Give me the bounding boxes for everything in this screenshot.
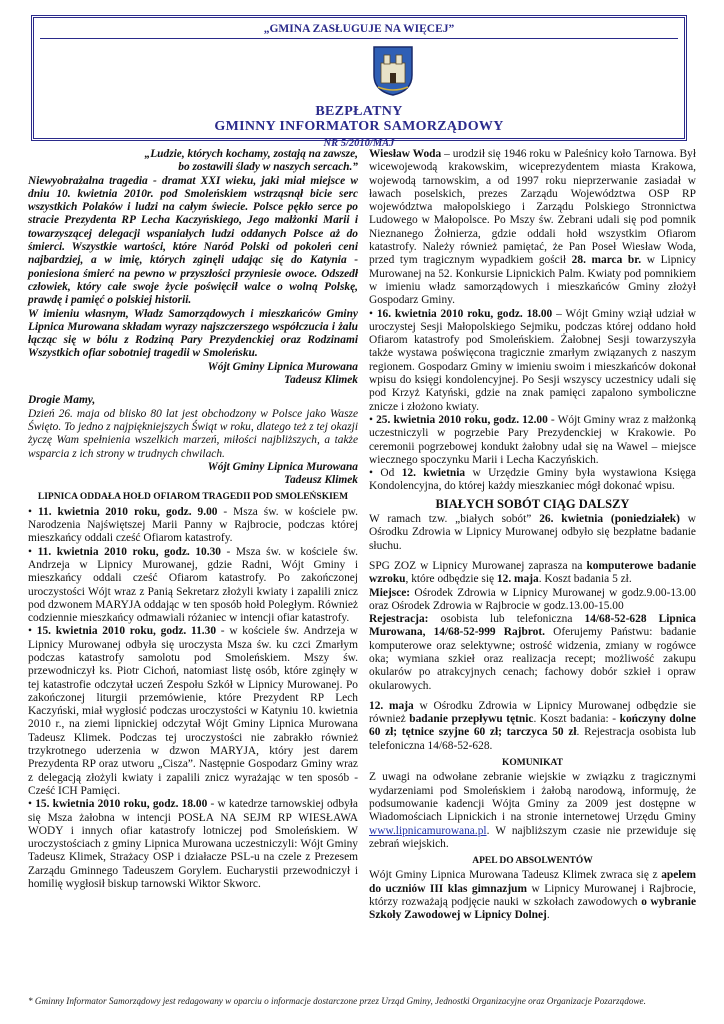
newsletter-title-line1: BEZPŁATNY (315, 104, 403, 119)
coat-of-arms-icon (372, 45, 414, 97)
list-item: • 15. kwietnia 2010 roku, godz. 18.00 - w katedrze tarnowskiej odbyła się Msza żałobna w intencji POSŁA NA SEJM RP WIESŁAWA WODY i innych ofiar katastrofy lotniczej pod Smoleńskiem. W uroczystościach z gminy Lipnica Murowana uczestniczyli: Wójt Gminy Tadeusz Klimek, Strażacy OSP i działacze PSL-u na czele z Prezesem Zarządu Gminnego Tadeuszem Gorylem. Eucharystii przewodniczył i homilię wygłosił biskup tarnowski Wiktor Skworc. (28, 798, 358, 891)
section-heading: LIPNICA ODDAŁA HOŁD OFIAROM TRAGEDII POD SMOLEŃSKIEM (37, 492, 349, 503)
masthead-divider (40, 38, 678, 39)
list-item: • 25. kwietnia 2010 roku, godz. 12.00 - Wójt Gminy wraz z małżonką uczestniczyli w pogrzebie Pary Prezydenckiej w Krakowie. Po ceremonii pogrzebowej kondukt żałobny udał się na Wawel – miejsce wiecznego spoczynku Marii i Lecha Kaczyńskich. (369, 413, 696, 466)
footnote: * Gminny Informator Samorządowy jest redagowany w oparciu o informacje dostarczone przez Urząd Gminy, Jednostki Organizacyjne oraz Organizacje Pozarządowe. (28, 996, 646, 1006)
list-item: • 16. kwietnia 2010 roku, godz. 18.00 – Wójt Gminy wziął udział w uroczystej Sesji Małopolskiego Sejmiku, podczas której oddano hołd Ofiarom katastrofy pod Smoleńskiem. Żałobnej Sesji towarzyszyła także wystawa poświęcona tragicznie zmarłym związanych z naszym regionem. Gospodarz Gminy w imieniu swoim i mieszkańców dokonał wpisu do księgi kondolencyjnej. Po Sesji wszyscy uczestnicy udali się pod Krzyż Katyński, gdzie na znak pamięci zapalono symboliczne znicze i złożono kwiaty. (369, 307, 696, 413)
issue-number: NR 5/2010/MAJ (323, 138, 395, 149)
left-column (28, 148, 358, 891)
mothers-day-paragraph: Dzień 26. maja od blisko 80 lat jest obchodzony w Polsce jako Wasze Święto. To jedno z najpiękniejszych Świąt w roku, dlatego też z tej okazji życzę Wam spełnienia wszelkich marzeń, miłości najbliższych, a także wsparcia z ich strony w trudnych chwilach. (28, 407, 358, 460)
eye-exam-paragraph: SPG ZOZ w Lipnicy Murowanej zaprasza na komputerowe badanie wzroku, które odbędzie się 12. maja. Koszt badania 5 zł. (369, 559, 696, 586)
announcement-paragraph: Z uwagi na odwołane zebranie wiejskie w związku z tragicznymi wydarzeniami pod Smoleńskiem i żałobą narodową, informuję, że podsumowanie kadencji Wójta Gminy za 2009 jest dostępne w Wiadomościach Lipnickich i na stronie internetowej Urzędu Gminy www.lipnicamurowana.pl. W najbliższym czasie nie przewiduje się zebrań wiejskich. (369, 771, 696, 850)
section-heading: KOMUNIKAT (501, 758, 564, 769)
newsletter-title-line2: GMINNY INFORMATOR SAMORZĄDOWY (214, 119, 504, 134)
list-item: • 11. kwietnia 2010 roku, godz. 9.00 - Msza św. w kościele pw. Narodzenia Najświętszej Marii Panny w Rajbrocie, podczas której mieszkańcy oddali cześć Ofiarom katastrofy. (28, 505, 358, 545)
section-heading: APEL DO ABSOLWENTÓW (472, 856, 593, 867)
section-heading: BIAŁYCH SOBÓT CIĄG DALSZY (435, 496, 630, 511)
signature-title: Wójt Gminy Lipnica Murowana (207, 460, 358, 473)
quote-line-2: bo zostawili ślady w naszych sercach.” (178, 161, 358, 174)
graduates-appeal-paragraph: Wójt Gminy Lipnica Murowana Tadeusz Klimek zwraca się z apelem do uczniów III klas gimnazjum w Lipnicy Murowanej i Rajbrocie, którzy rozważają podjęcie nauki w szkołach zawodowych o wybranie Szkoły Zawodowej w Lipnicy Dolnej. (369, 869, 696, 922)
woda-biography: Wiesław Woda – urodził się 1946 roku w Paleśnicy koło Tarnowa. Był wicewojewodą krakowskim, wiceprezydentem miasta Krakowa, wojewodą tarnowskim, a od 1997 roku nieprzerwanie zasiadał w ławach poselskich, prezes Zarządu Województwa OSP RP województwa małopolskiego i Zarządu Polskiego Stronnictwa Ludowego w Małopolsce. Po Mszy św. Zebrani udali się pod pomnik Nieznanego Żołnierza, gdzie oddali hołd wszystkim Ofiarom katastrofy. Należy również pamiętać, że Pan Poseł Wiesław Woda, przed tym tragicznym wypadkiem gościł 28. marca br. w Lipnicy Murowanej na 52. Konkursie Lipnickich Palm. Kwiaty pod pomnikiem w imieniu władz samorządowych i mieszkańców Gminy złożył Gospodarz Gminy. (369, 148, 697, 307)
eye-exam-places: Miejsce: Ośrodek Zdrowia w Lipnicy Murowanej w godz.9.00-13.00 oraz Ośrodek Zdrowia w Rajbrocie w godz.13.00-15.00 (369, 586, 696, 612)
signature-name: Tadeusz Klimek (284, 474, 358, 487)
eye-exam-registration: Rejestracja: osobista lub telefoniczna 14/68-52-628 Lipnica Murowana, 14/68-52-999 Rajbrot. Oferujemy Państwu: badanie komputerowe oraz selektywne; ostrość widzenia, zmiany w rogówce oka; wymiana szkieł oraz realizacja recept; możliwość zakupu okularów po atrakcyjnych cenach; fachowy dobór szkieł i opraw okularowych. (369, 613, 696, 692)
website-link[interactable]: www.lipnicamurowana.pl (369, 824, 487, 837)
condolence-paragraph: W imieniu własnym, Władz Samorządowych i mieszkańców Gminy Lipnica Murowana składam wyrazy najszczerszego współczucia i żalu łącząc się w bólu z Rodziną Pary Prezydenckiej oraz Rodzinami Wszystkich ofiar sobotniej tragedii w Smoleńsku. (28, 307, 358, 360)
list-item: • 15. kwietnia 2010 roku, godz. 11.30 - w kościele św. Andrzeja w Lipnicy Murowanej odbyła się uroczysta Msza św. ku czci Zmarłym podczas katastrofy samolotu pod Smoleńskiem. Mszy św. przewodniczył ks. Piotr Cichoń, natomiast listę osób, które zginęły w tej katastrofie odczytał uczeń Zespołu Szkół w Lipnicy Murowanej. Po zakończonej liturgii przemówienie, które Prezydent RP Lech Kaczyński, miał wygłosić podczas uroczystości w Katyniu 10. kwietnia 2010 r., na ziemi lipnickiej odczytał Wójt Gminy Lipnica Murowana Tadeusz Klimek. Podczas tej uroczystości nie zabrakło również trzykrotnego uderzenia w dzwon MARYJA, który jest darem Prezydenta RP oraz utworu „Cisza”. Następnie Gospodarz Gminy wraz z delegacją złożyli kwiaty i zapalili znicz wyrażając w ten sposób - Cześć ICH Pamięci. (28, 625, 358, 797)
signature-title: Wójt Gminy Lipnica Murowana (207, 360, 358, 373)
right-column (369, 148, 696, 923)
quote-line-1: „Ludzie, których kochamy, zostają na zawsze, (144, 148, 358, 160)
list-item: • 11. kwietnia 2010 roku, godz. 10.30 - Msza św. w kościele św. Andrzeja w Lipnicy Murowanej, gdzie Radni, Wójt Gminy i mieszkańcy oddali cześć Ofiarom katastrofy. Po zakończonej uroczystości Wójt wraz z Panią Sekretarz złożyli kwiaty i zapalili znicz pod dzwonem MARYJA oddając w ten sposób hołd Poległym. Również codziennie mieszkańcy odmawiali różaniec w intencji ofiar katastrofy. (28, 545, 358, 625)
artery-exam-paragraph: 12. maja w Ośrodku Zdrowia w Lipnicy Murowanej odbędzie sie również badanie przepływu tętnic. Koszt badania: - kończyny dolne 60 zł; tętnice szyjne 60 zł; tarczyca 50 zł. Rejestracja osobista lub telefoniczna 14/68-52-628. (369, 699, 696, 752)
list-item: • Od 12. kwietnia w Urzędzie Gminy była wystawiona Księga Kondolencyjna, do której każdy mieszkaniec mógł dokonać wpisu. (369, 467, 696, 493)
white-saturdays-paragraph: W ramach tzw. „białych sobót” 26. kwietnia (poniedziałek) w Ośrodku Zdrowia w Lipnicy Murowanej odbyło się bezpłatne badanie słuchu. (369, 513, 697, 552)
tribute-paragraph: Niewyobrażalna tragedia - dramat XXI wieku, jaki miał miejsce w dniu 10. kwietnia 2010r. pod Smoleńskiem wstrząsnął bicie serc wszystkich Polaków i ludzi na całym świecie. Polsce pękło serce po stracie Prezydenta RP Lecha Kaczyńskiego, Jego małżonki Marii i towarzyszącej delegacji wspaniałych ludzi oddanych Polsce aż do śmierci. Wszystkie wartości, które Naród Polski od pokoleń ceni najbardziej, a w imię, których zginęli udając się do Katynia - poniesiona śmierć na pewno w przyszłości przyniesie owoce. Odszedł człowiek, który całe swoje życie poświęcił walce o wolną Polskę, prawdę i pamięć o polskiej historii. (28, 174, 358, 307)
signature-name: Tadeusz Klimek (284, 374, 358, 387)
mothers-day-greeting: Drogie Mamy, (28, 394, 96, 407)
slogan: „GMINA ZASŁUGUJE NA WIĘCEJ” (263, 23, 455, 35)
masthead (31, 15, 687, 149)
